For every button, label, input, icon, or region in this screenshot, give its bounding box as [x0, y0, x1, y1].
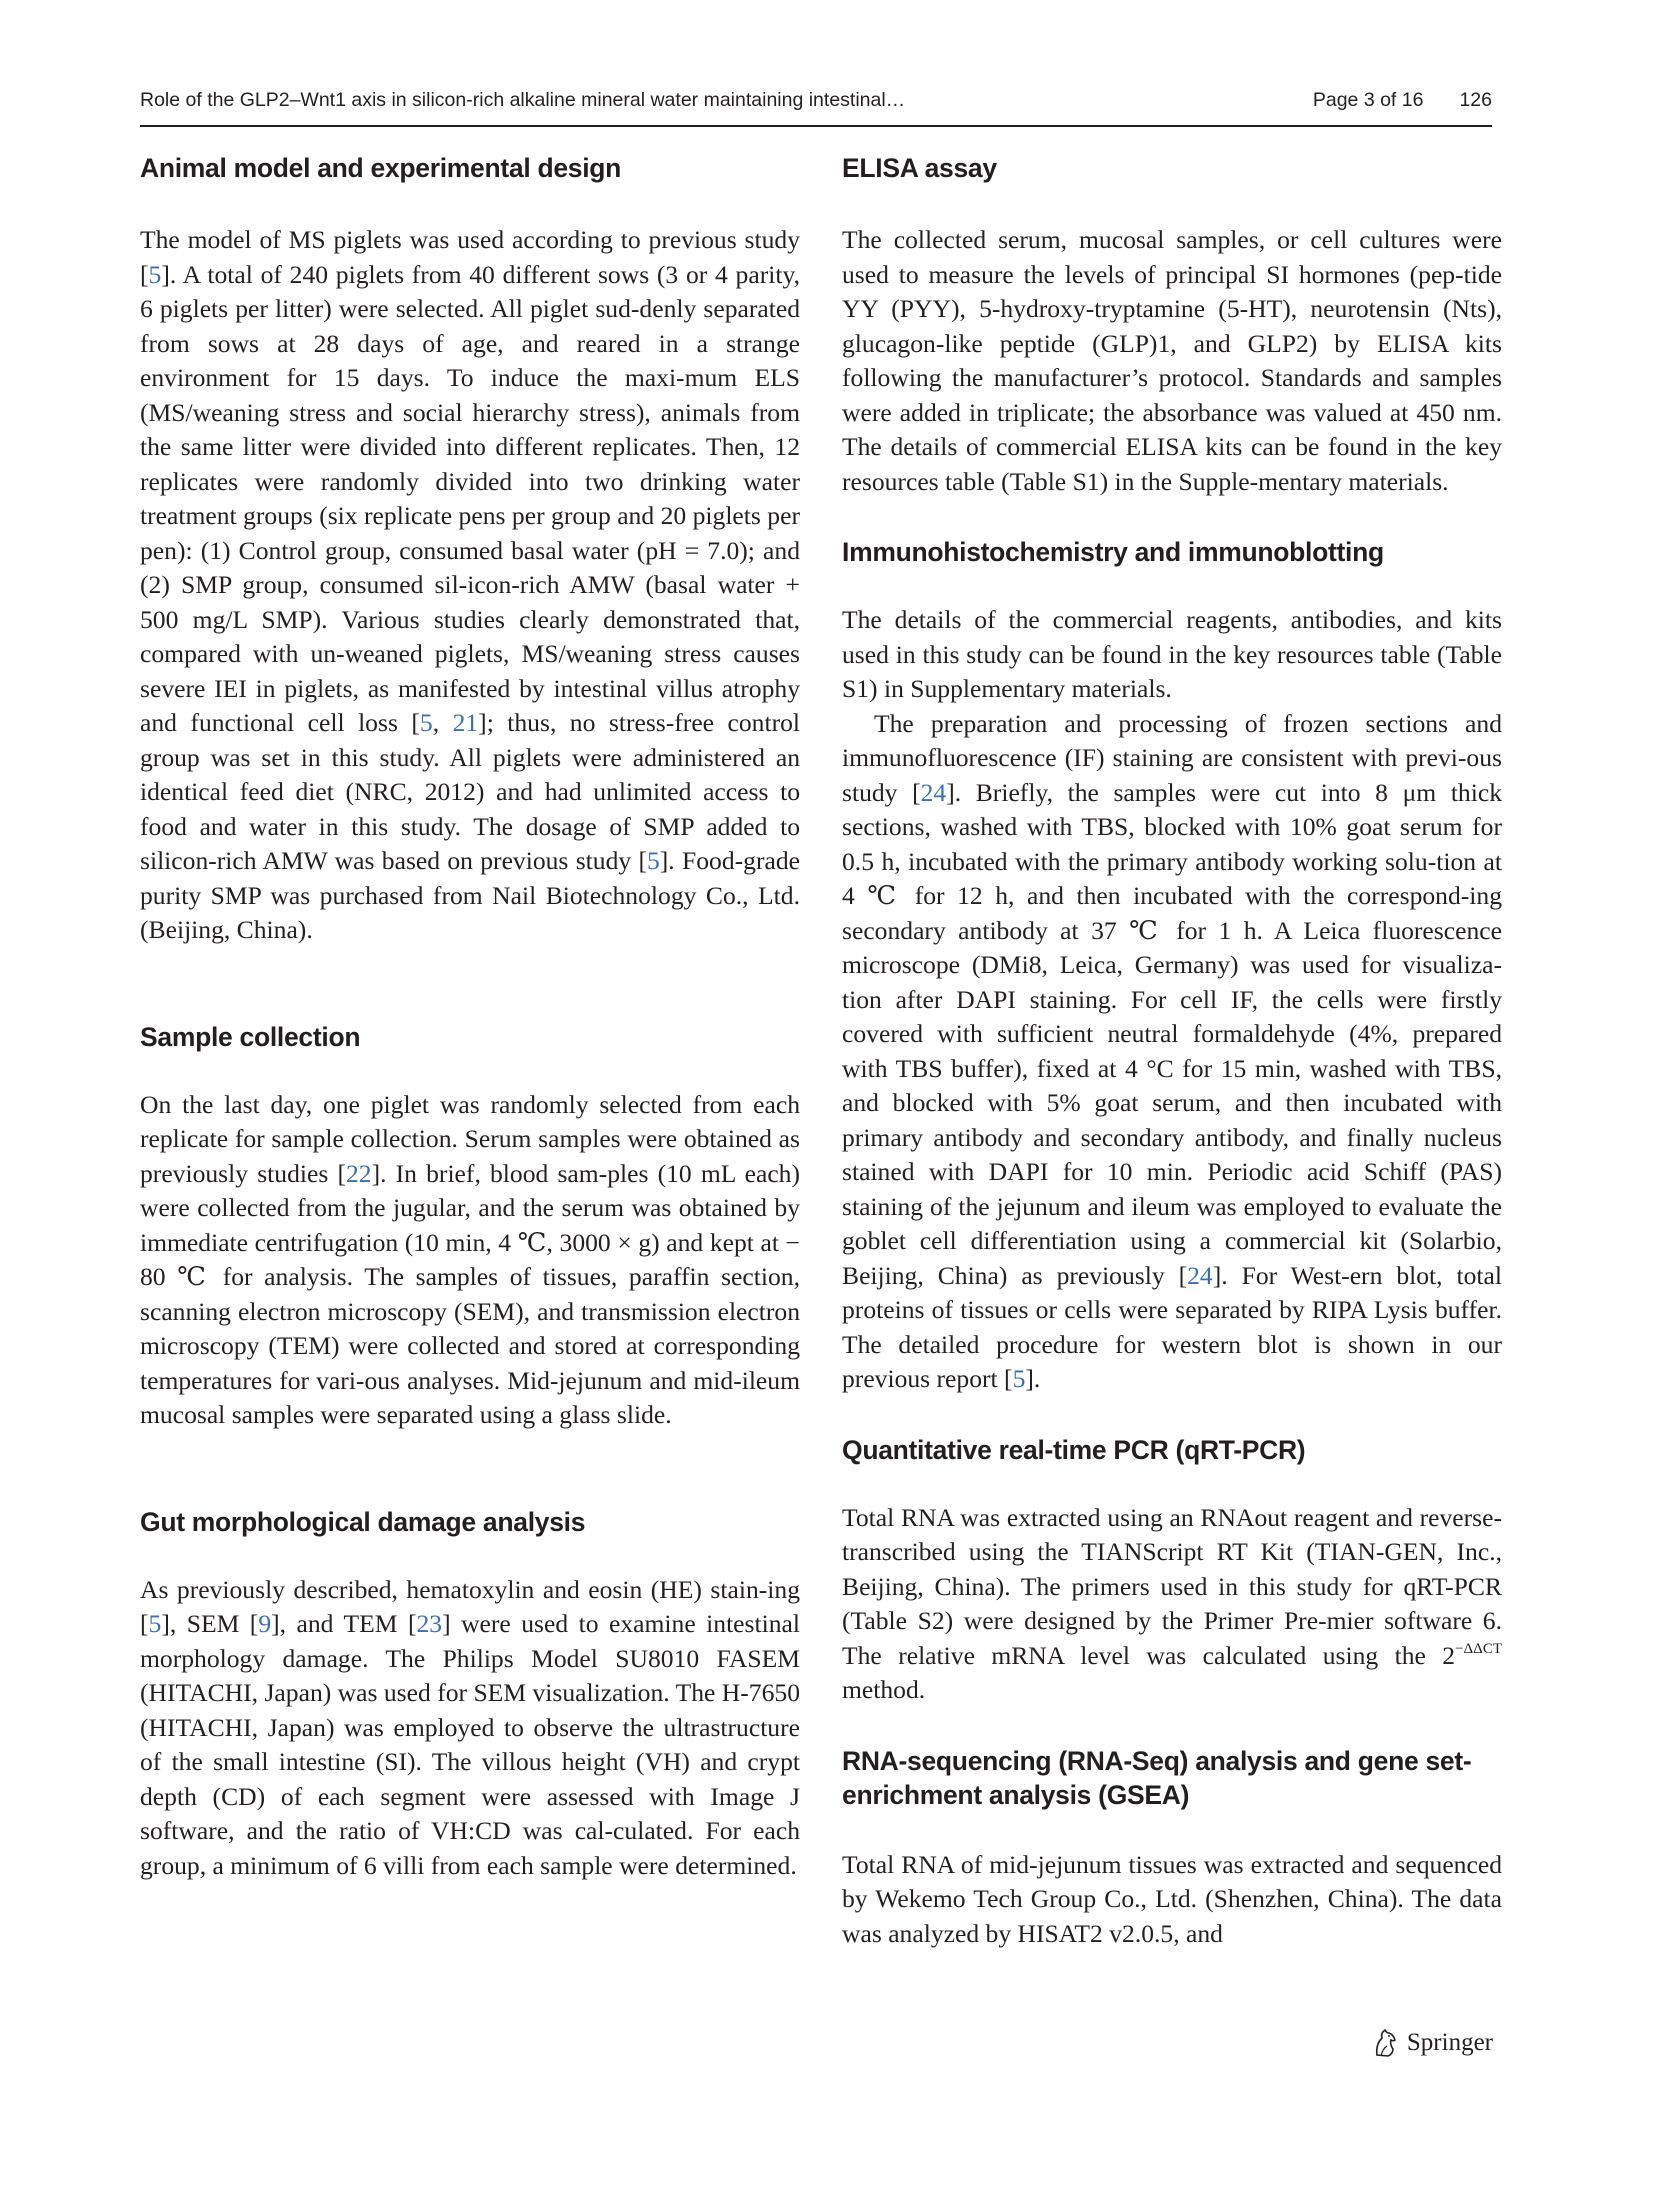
article-number: 126	[1459, 89, 1492, 111]
publisher-name: Springer	[1406, 2029, 1493, 2056]
page-info	[1277, 89, 1492, 112]
running-head	[140, 85, 1492, 127]
publisher-logo	[1371, 2028, 1493, 2058]
section-heading-animal-model: Animal model and experimental design	[140, 153, 622, 183]
paragraph-qrt-pcr: Total RNA was extracted using an RNAout reagent and reverse-transcribed using the TIANScript RT Kit (TIAN-GEN, Inc., Beijing, China). The primers used in this study for qRT-PCR (Table S2) were designed by the Primer Pre-mier software 6. The relative mRNA level was calculated using the $2^{-\Delta\Delta CT}$ method.	[842, 1502, 1502, 1704]
section-heading-sample-collection: Sample collection	[140, 1021, 361, 1052]
paragraph-immuno-reagents: The details of the commercial reagents, antibodies, and kits used in this study can be found in the key resources table (Table S1) in Supplementary materials.	[842, 605, 1502, 703]
section-heading-qrt-pcr: Quantitative real-time PCR (qRT-PCR)	[842, 1434, 1306, 1465]
citation-link[interactable]: 5	[148, 1609, 162, 1638]
paragraph-rna-seq: Total RNA of mid-jejunum tissues was extracted and sequenced by Wekemo Tech Group Co., Ltd. (Shenzhen, China). The data was analyzed by HISAT2 v2.0.5, and	[842, 1849, 1502, 1948]
running-title: Role of the GLP2–Wnt1 axis in silicon-rich alkaline mineral water maintaining intestinal…	[140, 89, 906, 111]
left-column	[140, 135, 800, 1883]
superscript-ddct: −ΔΔCT	[1455, 1640, 1502, 1657]
right-column	[842, 135, 1502, 1951]
section-heading-elisa: ELISA assay	[842, 153, 997, 183]
citation-link[interactable]: 24	[1187, 1260, 1213, 1290]
citation-link[interactable]: 5	[646, 846, 660, 875]
page-label: Page 3 of 16	[1312, 89, 1424, 111]
citation-link[interactable]: 5	[148, 259, 162, 289]
citation-link[interactable]: 22	[345, 1158, 372, 1188]
section-heading-immunohistochemistry: Immunohistochemistry and immunoblotting	[842, 537, 1384, 567]
paragraph-elisa: The collected serum, mucosal samples, or cell cultures were used to measure the levels of principal SI hormones (pep-tide YY (PYY), 5-hydroxy-tryptamine (5-HT), neurotensin (Nts), glucagon-like peptide (GLP)1, and GLP2) by ELISA kits following the manufacturer’s protocol. Standards and samples were added in triplicate; the absorbance was valued at 450 nm. The details of commercial ELISA kits can be found in the key resources table (Table S1) in the Supple-mentary materials.	[842, 225, 1502, 496]
paragraph-immuno-procedure: The preparation and processing of frozen sections and immunofluorescence (IF) staining are consistent with previ-ous study [24]. Briefly, the samples were cut into 8 μm thick sections, washed with TBS, blocked with 10% goat serum for 0.5 h, incubated with the primary antibody working solu-tion at 4 ℃ for 12 h, and then incubated with the correspond-ing secondary antibody at 37 ℃ for 1 h. A Leica fluorescence microscope (DMi8, Leica, Germany) was used for visualiza-tion after DAPI staining. For cell IF, the cells were firstly covered with sufficient neutral formaldehyde (4%, prepared with TBS buffer), fixed at 4 °C for 15 min, washed with TBS, and blocked with 5% goat serum, and then incubated with primary antibody and secondary antibody, and finally nucleus stained with DAPI for 10 min. Periodic acid Schiff (PAS) staining of the jejunum and ileum was employed to evaluate the goblet cell differentiation using a commercial kit (Solarbio, Beijing, China) as previously [24]. For West-ern blot, total proteins of tissues or cells were separated by RIPA Lysis buffer. The detailed procedure for western blot is shown in our previous report [5].	[842, 708, 1502, 1393]
springer-horse-icon	[1371, 2028, 1399, 2058]
section-heading-rna-seq: RNA-sequencing (RNA-Seq) analysis and gene set-enrichment analysis (GSEA)	[842, 1745, 1472, 1810]
paragraph-gut-morphology: As previously described, hematoxylin and eosin (HE) stain-ing [5], SEM [9], and TEM [23] were used to examine intestinal morphology damage. The Philips Model SU8010 FASEM (HITACHI, Japan) was used for SEM visualization. The H-7650 (HITACHI, Japan) was employed to observe the ultrastructure of the small intestine (SI). The villous height (VH) and crypt depth (CD) of each segment were assessed with Image J software, and the ratio of VH:CD was cal-culated. For each group, a minimum of 6 villi from each sample were determined.	[140, 1574, 800, 1880]
citation-link[interactable]: 5	[419, 708, 433, 737]
paragraph-animal-model: The model of MS piglets was used according to previous study [5]. A total of 240 piglets from 40 different sows (3 or 4 parity, 6 piglets per litter) were selected. All piglet sud-denly separated from sows at 28 days of age, and reared in a strange environment for 15 days. To induce the maxi-mum ELS (MS/weaning stress and social hierarchy stress), animals from the same litter were divided into different replicates. Then, 12 replicates were randomly divided into two drinking water treatment groups (six replicate pens per group and 20 piglets per pen): (1) Control group, consumed basal water (pH = 7.0); and (2) SMP group, consumed sil-icon-rich AMW (basal water + 500 mg/L SMP). Various studies clearly demonstrated that, compared with un-weaned piglets, MS/weaning stress causes severe IEI in piglets, as manifested by intestinal villus atrophy and functional cell loss [5, 21]; thus, no stress-free control group was set in this study. All piglets were administered an identical feed diet (NRC, 2012) and had unlimited access to food and water in this study. The dosage of SMP added to silicon-rich AMW was based on previous study [5]. Food-grade purity SMP was purchased from Nail Biotechnology Co., Ltd. (Beijing, China).	[140, 225, 801, 944]
paragraph-sample-collection: On the last day, one piglet was randomly selected from each replicate for sample collection. Serum samples were obtained as previously studies [22]. In brief, blood sam-ples (10 mL each) were collected from the jugular, and the serum was obtained by immediate centrifugation (10 min, 4 ℃, 3000 × g) and kept at − 80 ℃ for analysis. The samples of tissues, paraffin section, scanning electron microscopy (SEM), and transmission electron microscopy (TEM) were collected and stored at corresponding temperatures for vari-ous analyses. Mid-jejunum and mid-ileum mucosal samples were separated using a glass slide.	[140, 1089, 801, 1429]
citation-link[interactable]: 5	[1012, 1364, 1026, 1393]
section-heading-gut-morphology: Gut morphological damage analysis	[140, 1506, 586, 1537]
citation-link[interactable]: 21	[452, 708, 479, 737]
citation-link[interactable]: 23	[416, 1609, 443, 1638]
citation-link[interactable]: 24	[920, 777, 947, 807]
citation-link[interactable]: 9	[258, 1609, 272, 1638]
